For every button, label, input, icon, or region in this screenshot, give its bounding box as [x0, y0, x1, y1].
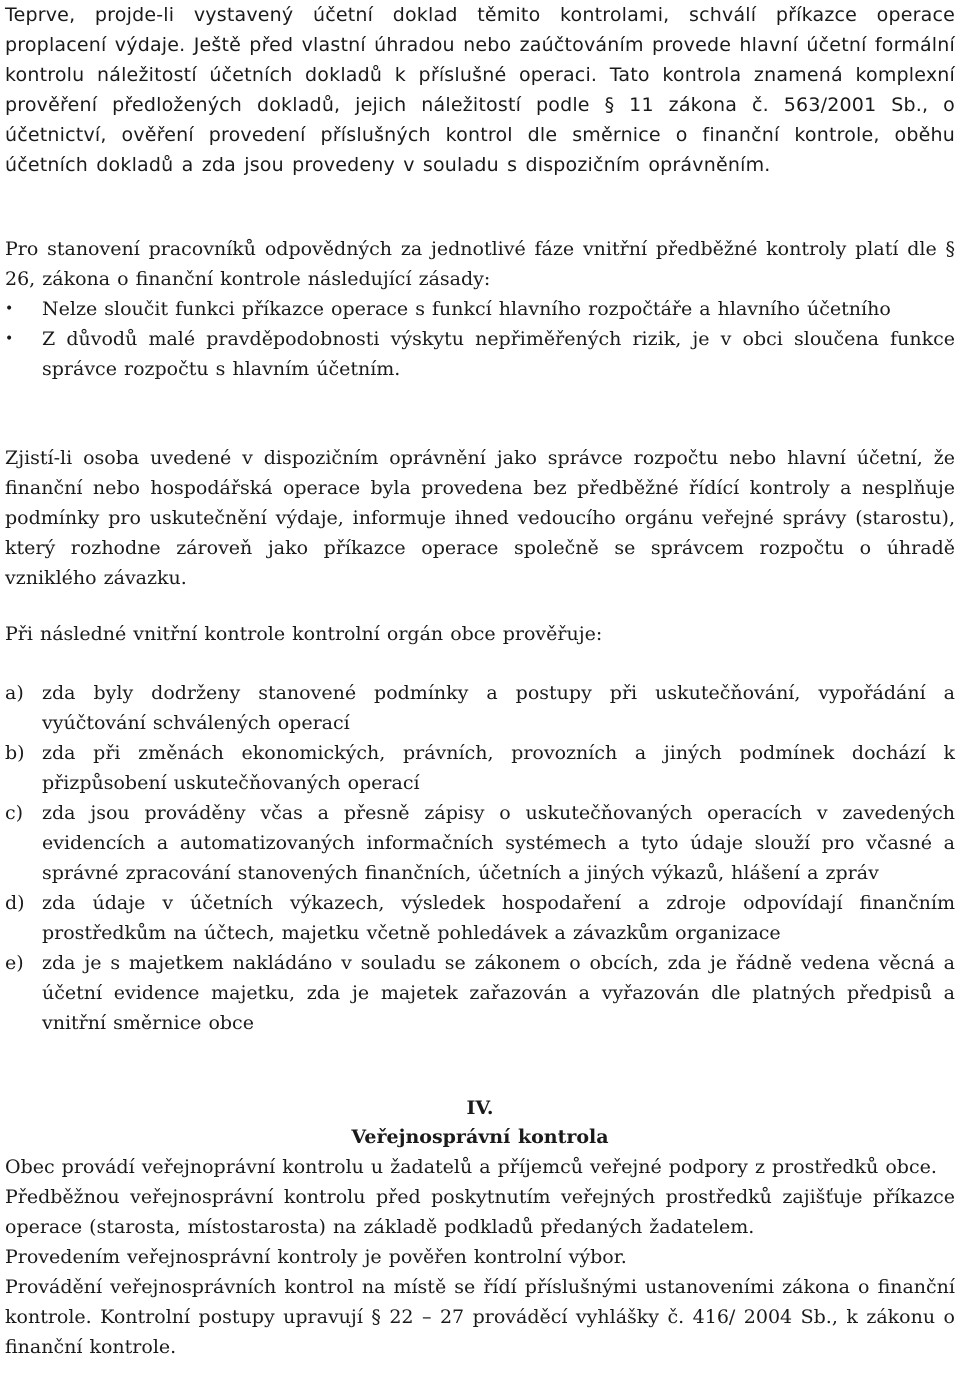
list-marker: b) — [5, 742, 25, 764]
list-item — [5, 324, 955, 384]
list-item-text: zda byly dodrženy stanovené podmínky a postupy při uskutečňování, vypořádání a vyúčtování schválených operací — [42, 682, 955, 734]
list-marker: c) — [5, 802, 24, 824]
paragraph-followup-control-intro: Při následné vnitřní kontrole kontrolní orgán obce prověřuje: — [5, 623, 603, 645]
paragraph-onsite-control: Provádění veřejnosprávních kontrol na místě se řídí příslušnými ustanoveními zákona o finanční kontrole. Kontrolní postupy upravují § 22 – 27 prováděcí vyhlášky č. 416/ 2004 Sb., k zákonu o finanční kontrole. — [5, 1276, 955, 1358]
bullet-icon: • — [5, 331, 14, 347]
list-item — [5, 798, 955, 888]
list-item-text: zda při změnách ekonomických, právních, provozních a jiných podmínek dochází k přizpůsobení uskutečňovaných operací — [42, 742, 955, 794]
list-item-text: zda údaje v účetních výkazech, výsledek hospodaření a zdroje odpovídají finančním prostředkům na účtech, majetku včetně pohledávek a závazkům organizace — [42, 892, 955, 944]
section-number: IV. — [466, 1097, 494, 1119]
paragraph-uncontrolled-operation: Zjistí-li osoba uvedené v dispozičním oprávnění jako správce rozpočtu nebo hlavní účetní, že finanční nebo hospodářská operace byla provedena bez předběžné řídící kontroly a nesplňuje podmínky pro uskutečnění výdaje, informuje ihned vedoucího orgánu veřejné správy (starostu), který rozhodne zároveň jako příkazce operace společně se správcem rozpočtu o úhradě vzniklého závazku. — [5, 447, 955, 589]
list-item — [5, 738, 955, 798]
paragraph-control-committee: Provedením veřejnosprávní kontroly je pověřen kontrolní výbor. — [5, 1246, 627, 1268]
list-item — [5, 948, 955, 1038]
list-marker: e) — [5, 952, 24, 974]
section-title: Veřejnosprávní kontrola — [351, 1126, 609, 1148]
list-item-text: zda jsou prováděny včas a přesně zápisy o uskutečňovaných operacích v zavedených evidencích a automatizovaných informačních systémech a tyto údaje slouží pro včasné a správné zpracování stanovených finančních, účetních a jiných výkazů, hlášení a zpráv — [42, 802, 955, 884]
bullet-icon: • — [5, 301, 14, 317]
list-marker: a) — [5, 682, 24, 704]
paragraph-preliminary-control: Předběžnou veřejnosprávní kontrolu před poskytnutím veřejných prostředků zajišťuje příkazce operace (starosta, místostarosta) na základě podkladů předaných žadatelem. — [5, 1186, 955, 1238]
paragraph-responsibility-intro: Pro stanovení pracovníků odpovědných za jednotlivé fáze vnitřní předběžné kontroly platí dle § 26, zákona o finanční kontrole následující zásady: — [5, 238, 955, 290]
followup-control-list — [5, 678, 955, 1038]
principles-list — [5, 294, 955, 384]
paragraph-approval-process: Teprve, projde-li vystavený účetní doklad těmito kontrolami, schválí příkazce operace proplacení výdaje. Ještě před vlastní úhradou nebo zaúčtováním provede hlavní účetní formální kontrolu náležitostí účetních dokladů k příslušné operaci. Tato kontrola znamená komplexní prověření předložených dokladů, jejich náležitostí podle § 11 zákona č. 563/2001 Sb., o účetnictví, ověření provedení příslušných kontrol dle směrnice o finanční kontrole, oběhu účetních dokladů a zda jsou provedeny v souladu s dispozičním oprávněním. — [5, 4, 955, 176]
list-item — [5, 888, 955, 948]
list-marker: d) — [5, 892, 25, 914]
paragraph-public-control: Obec provádí veřejnoprávní kontrolu u žadatelů a příjemců veřejné podpory z prostředků obce. — [5, 1156, 937, 1178]
responsibility-section — [5, 234, 955, 384]
list-item-text: Z důvodů malé pravděpodobnosti výskytu nepřiměřených rizik, je v obci sloučena funkce správce rozpočtu s hlavním účetním. — [42, 328, 955, 380]
list-item — [5, 678, 955, 738]
list-item — [5, 294, 955, 324]
list-item-text: Nelze sloučit funkci příkazce operace s funkcí hlavního rozpočtáře a hlavního účetního — [42, 298, 891, 320]
section-body — [5, 1152, 955, 1362]
list-item-text: zda je s majetkem nakládáno v souladu se zákonem o obcích, zda je řádně vedena věcná a účetní evidence majetku, zda je majetek zařazován a vyřazován dle platných předpisů a vnitřní směrnice obce — [42, 952, 955, 1034]
